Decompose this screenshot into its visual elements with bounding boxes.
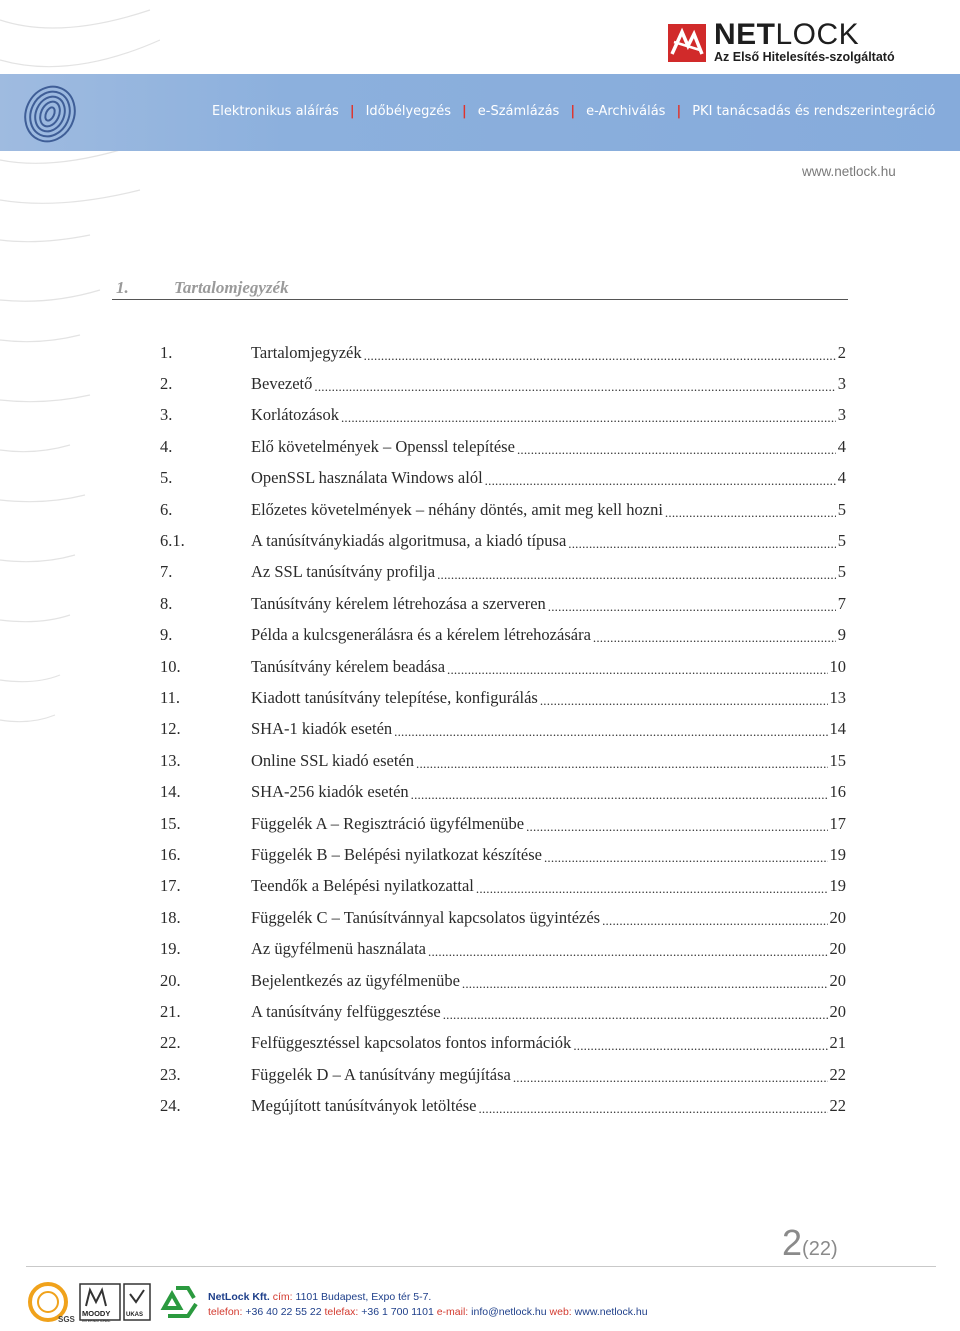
ukas-badge-label: UKAS [126, 1312, 144, 1318]
toc-entry[interactable] [160, 337, 846, 368]
moody-badge-icon [80, 1284, 120, 1323]
toc-entry-title[interactable]: A tanúsítvány felfüggesztése [251, 1001, 441, 1021]
toc-entry-page: 3 [837, 405, 846, 425]
toc-dot-leader [443, 1004, 828, 1022]
toc-entry-title[interactable]: Tanúsítvány kérelem beadása [251, 656, 446, 676]
nav-item-e-szamlazas[interactable]: e-Számlázás [477, 104, 560, 119]
toc-entry-number: 14. [160, 782, 181, 802]
toc-dot-leader [548, 596, 836, 614]
nav-separator: | [349, 104, 355, 119]
toc-entry[interactable] [160, 714, 846, 745]
toc-entry-page: 17 [829, 813, 846, 833]
toc-entry-number: 18. [160, 907, 181, 927]
toc-entry-page: 2 [837, 342, 846, 362]
toc-entry-number: 10. [160, 656, 181, 676]
netlock-logo-mark-icon [668, 24, 706, 62]
footer-line-2 [208, 1305, 648, 1320]
toc-entry-number: 1. [160, 342, 173, 362]
toc-dot-leader [526, 816, 827, 834]
nav-item-pki-tanacsadas[interactable]: PKI tanácsadás és rendszerintegráció [692, 104, 936, 119]
toc-entry-title[interactable]: Függelék A – Regisztráció ügyfélmenübe [251, 813, 525, 833]
header-banner [0, 74, 960, 151]
toc-entry[interactable] [160, 525, 846, 556]
toc-entry-title[interactable]: Tanúsítvány kérelem létrehozása a szerveren [251, 593, 546, 613]
footer-fax: +36 1 700 1101 [361, 1306, 434, 1318]
toc-entry-number: 2. [160, 374, 173, 394]
toc-dot-leader [394, 721, 827, 739]
toc-entry[interactable] [160, 839, 846, 870]
service-nav [212, 104, 935, 119]
toc-dot-leader [478, 1098, 827, 1116]
toc-entry-page: 20 [829, 1001, 846, 1021]
toc-dot-leader [314, 376, 835, 394]
toc-entry-title[interactable]: Online SSL kiadó esetén [251, 750, 414, 770]
toc-entry[interactable] [160, 745, 846, 776]
website-link[interactable]: www.netlock.hu [802, 164, 896, 179]
toc-entry-title[interactable]: SHA-256 kiadók esetén [251, 782, 409, 802]
toc-entry-page: 9 [837, 625, 846, 645]
toc-entry-title[interactable]: Előzetes követelmények – néhány döntés, amit meg kell hozni [251, 499, 663, 519]
toc-entry-page: 14 [829, 719, 846, 739]
toc-entry-page: 16 [829, 782, 846, 802]
toc-entry[interactable] [160, 400, 846, 431]
toc-entry-number: 21. [160, 1001, 181, 1021]
toc-entry-page: 5 [837, 562, 846, 582]
toc-entry-page: 19 [829, 876, 846, 896]
toc-entry-page: 10 [829, 656, 846, 676]
toc-dot-leader [517, 439, 836, 457]
certification-badges [24, 1278, 204, 1326]
toc-entry-number: 3. [160, 405, 173, 425]
toc-dot-leader [428, 941, 827, 959]
toc-entry-title[interactable]: Bejelentkezés az ügyfélmenübe [251, 970, 460, 990]
toc-entry-page: 22 [829, 1064, 846, 1084]
toc-entry[interactable] [160, 588, 846, 619]
toc-entry-page: 21 [829, 1033, 846, 1053]
toc-dot-leader [568, 533, 835, 551]
footer-email-label: e-mail: [436, 1306, 469, 1318]
toc-entry[interactable] [160, 368, 846, 399]
toc-entry[interactable] [160, 996, 846, 1027]
toc-entry-title[interactable]: Bevezető [251, 374, 313, 394]
toc-entry-number: 15. [160, 813, 181, 833]
toc-entry-page: 20 [829, 907, 846, 927]
toc-entry-title[interactable]: Felfüggesztéssel kapcsolatos fontos információk [251, 1033, 572, 1053]
toc-entry-page: 22 [829, 1096, 846, 1116]
toc-dot-leader [485, 470, 836, 488]
toc-entry-page: 5 [837, 531, 846, 551]
toc-entry-title[interactable]: A tanúsítványkiadás algoritmusa, a kiadó típusa [251, 531, 567, 551]
toc-entry[interactable] [160, 776, 846, 807]
footer-phone-label: telefon: [208, 1306, 243, 1318]
toc-entry-title[interactable]: OpenSSL használata Windows alól [251, 468, 483, 488]
toc-entry-number: 20. [160, 970, 181, 990]
toc-entry[interactable] [160, 682, 846, 713]
toc-entry-title[interactable]: Korlátozások [251, 405, 339, 425]
toc-entry[interactable] [160, 933, 846, 964]
fingerprint-icon [18, 80, 78, 146]
toc-entry[interactable] [160, 902, 846, 933]
toc-dot-leader [544, 847, 828, 865]
toc-dot-leader [602, 910, 827, 928]
toc-entry-number: 8. [160, 593, 173, 613]
footer-phone[interactable]: +36 40 22 55 22 [245, 1306, 322, 1318]
toc-entry-title[interactable]: Kiadott tanúsítvány telepítése, konfigurálás [251, 687, 538, 707]
section-number: 1. [116, 278, 129, 297]
toc-entry-page: 7 [837, 593, 846, 613]
footer-address: 1101 Budapest, Expo tér 5-7. [295, 1291, 432, 1303]
section-heading [112, 278, 848, 300]
toc-entry-page: 4 [837, 468, 846, 488]
toc-entry-number: 19. [160, 939, 181, 959]
toc-entry-title[interactable]: Az ügyfélmenü használata [251, 939, 427, 959]
toc-entry[interactable] [160, 651, 846, 682]
logo-wordmark: NETLOCK [714, 18, 860, 51]
toc-entry-title[interactable]: SHA-1 kiadók esetén [251, 719, 393, 739]
toc-dot-leader [665, 502, 836, 520]
moody-badge-sublabel: INTERNATIONAL [82, 1319, 111, 1323]
toc-entry-page: 3 [837, 374, 846, 394]
toc-entry-title[interactable]: Függelék C – Tanúsítvánnyal kapcsolatos ügyintézés [251, 907, 601, 927]
toc-entry-page: 15 [829, 750, 846, 770]
toc-dot-leader [573, 1035, 827, 1053]
toc-entry[interactable] [160, 965, 846, 996]
footer-web-link[interactable]: www.netlock.hu [574, 1306, 648, 1318]
toc-dot-leader [513, 1067, 828, 1085]
recycle-icon [164, 1288, 196, 1316]
toc-entry-number: 17. [160, 876, 181, 896]
toc-entry-title[interactable]: Példa a kulcsgenerálásra és a kérelem létrehozására [251, 625, 591, 645]
toc-entry[interactable] [160, 808, 846, 839]
toc-entry-page: 4 [837, 436, 846, 456]
nav-item-e-archivalas[interactable]: e-Archiválás [586, 104, 666, 119]
footer-address-label: cím: [272, 1291, 293, 1303]
logo-tagline: Az Első Hitelesítés-szolgáltató [714, 50, 895, 64]
toc-entry-title[interactable]: Tartalomjegyzék [251, 342, 362, 362]
toc-entry[interactable] [160, 463, 846, 494]
footer-contact [208, 1290, 648, 1320]
sgs-badge-icon [30, 1284, 76, 1324]
toc-dot-leader [341, 407, 836, 425]
toc-dot-leader [462, 973, 828, 991]
toc-entry-number: 9. [160, 625, 173, 645]
toc-entry-number: 5. [160, 468, 173, 488]
toc-entry-number: 6. [160, 499, 173, 519]
table-of-contents [160, 337, 846, 1122]
ukas-badge-icon [124, 1284, 150, 1320]
toc-entry-page: 20 [829, 939, 846, 959]
toc-entry-number: 4. [160, 436, 173, 456]
moody-badge-label: MOODY [82, 1309, 111, 1318]
toc-entry-title[interactable]: Az SSL tanúsítvány profilja [251, 562, 436, 582]
toc-dot-leader [476, 878, 828, 896]
nav-item-idobelyegzes[interactable]: Időbélyegzés [365, 104, 452, 119]
toc-dot-leader [540, 690, 828, 708]
toc-entry-page: 5 [837, 499, 846, 519]
footer-line-1 [208, 1290, 648, 1305]
toc-entry[interactable] [160, 1059, 846, 1090]
footer-fax-label: telefax: [324, 1306, 359, 1318]
footer-company: NetLock Kft. [208, 1291, 270, 1303]
toc-entry-title[interactable]: Elő követelmények – Openssl telepítése [251, 436, 515, 456]
toc-dot-leader [447, 659, 827, 677]
toc-entry-number: 12. [160, 719, 181, 739]
toc-entry-number: 16. [160, 844, 181, 864]
toc-entry[interactable] [160, 1028, 846, 1059]
page-number-total: (22) [802, 1238, 838, 1260]
toc-dot-leader [364, 345, 836, 363]
toc-entry[interactable] [160, 494, 846, 525]
nav-separator: | [676, 104, 682, 119]
nav-item-elektronikus-alairas[interactable]: Elektronikus aláírás [212, 104, 339, 119]
toc-entry-page: 13 [829, 687, 846, 707]
toc-entry-number: 23. [160, 1064, 181, 1084]
toc-dot-leader [593, 627, 836, 645]
page-number [782, 1222, 838, 1264]
toc-entry-number: 6.1. [160, 531, 185, 551]
toc-entry-number: 11. [160, 687, 181, 707]
footer-web-label: web: [549, 1306, 572, 1318]
toc-entry-title[interactable]: Teendők a Belépési nyilatkozattal [251, 876, 474, 896]
page-number-current: 2 [782, 1222, 803, 1263]
toc-dot-leader [411, 784, 828, 802]
toc-entry-number: 13. [160, 750, 181, 770]
toc-entry[interactable] [160, 871, 846, 902]
toc-entry[interactable] [160, 620, 846, 651]
footer-email-link[interactable]: info@netlock.hu [471, 1306, 547, 1318]
toc-entry-title[interactable]: Függelék D – A tanúsítvány megújítása [251, 1064, 511, 1084]
nav-separator: | [462, 104, 467, 119]
toc-entry-title[interactable]: Függelék B – Belépési nyilatkozat készítése [251, 844, 542, 864]
toc-entry-number: 22. [160, 1033, 181, 1053]
toc-entry-number: 7. [160, 562, 173, 582]
toc-entry[interactable] [160, 557, 846, 588]
footer-divider [26, 1266, 936, 1267]
sgs-badge-label: SGS [58, 1315, 75, 1324]
toc-dot-leader [416, 753, 828, 771]
toc-entry[interactable] [160, 431, 846, 462]
toc-entry[interactable] [160, 1090, 846, 1121]
toc-dot-leader [437, 564, 836, 582]
nav-separator: | [570, 104, 576, 119]
toc-entry-title[interactable]: Megújított tanúsítványok letöltése [251, 1096, 477, 1116]
toc-entry-page: 19 [829, 844, 846, 864]
section-title: Tartalomjegyzék [174, 278, 289, 297]
netlock-logo[interactable] [668, 18, 918, 68]
toc-entry-number: 24. [160, 1096, 181, 1116]
toc-entry-page: 20 [829, 970, 846, 990]
